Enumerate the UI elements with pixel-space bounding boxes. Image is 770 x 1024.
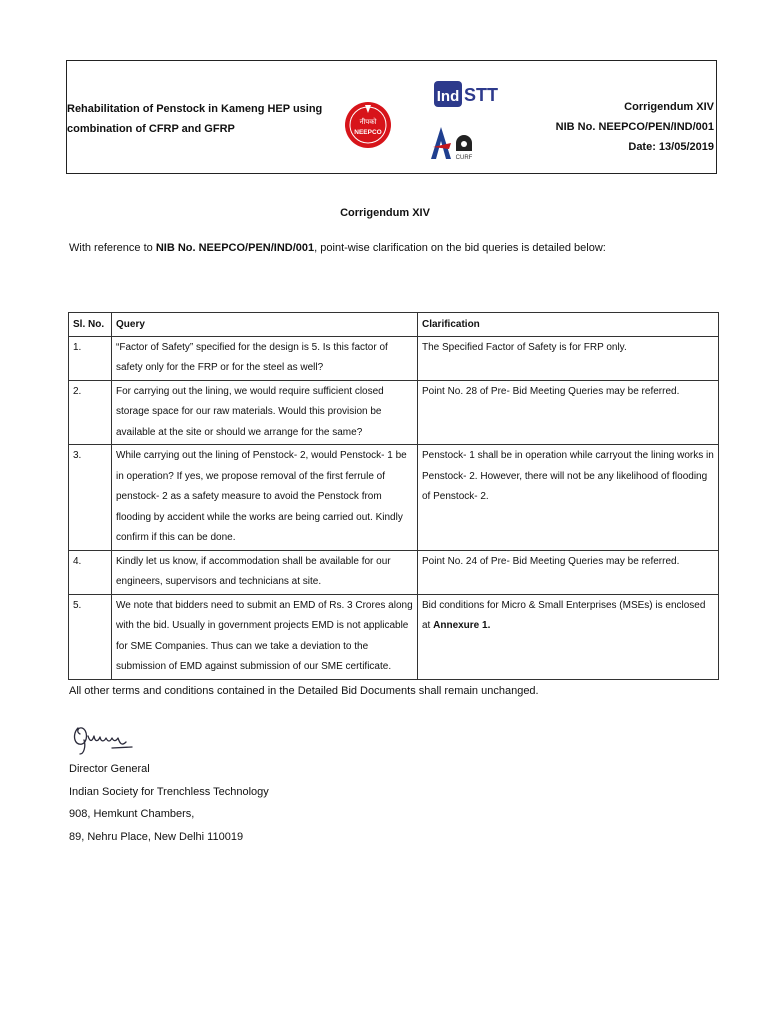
intro-prefix: With reference to (69, 242, 156, 254)
annexure-reference: Annexure 1. (433, 620, 491, 631)
table-row (69, 445, 719, 551)
table-header-row (69, 313, 719, 337)
neepco-hindi-text: नीपको (359, 118, 377, 126)
row-query: Kindly let us know, if accommodation shall be available for our engineers, supervisors and technicians at site. (112, 550, 418, 594)
signatory-block (69, 758, 269, 848)
row-query: “Factor of Safety” specified for the design is 5. Is this factor of safety only for the FRP or for the steel as well? (112, 336, 418, 380)
signature-image (70, 720, 140, 756)
table-row (69, 336, 719, 380)
project-title: Rehabilitation of Penstock in Kameng HEP using combination of CFRP and GFRP (67, 103, 323, 135)
indstt-ind-text: Ind (436, 88, 460, 105)
intro-suffix: , point-wise clarification on the bid queries is detailed below: (314, 242, 606, 254)
header-reference (514, 97, 714, 157)
row-sl-no: 4. (69, 550, 112, 594)
row-sl-no: 5. (69, 594, 112, 679)
signatory-address-line1: 908, Hemkunt Chambers, (69, 808, 195, 820)
letterhead (66, 60, 717, 174)
header-sl-no: Sl. No. (69, 313, 112, 337)
row-clarification: Point No. 24 of Pre- Bid Meeting Queries may be referred. (418, 550, 719, 594)
row-sl-no: 3. (69, 445, 112, 551)
indstt-logo (434, 79, 510, 109)
header-clarification: Clarification (418, 313, 719, 337)
row-query: While carrying out the lining of Penstock- 2, would Penstock- 1 be in operation? If yes, we propose removal of the first ferrule of penstock- 2 as a safety measure to avoid the Penstock from flooding by accident while the works are being carried out. Kindly confirm if this can be done. (112, 445, 418, 551)
header-corrigendum: Corrigendum XIV (624, 101, 714, 113)
neepco-text: NEEPCO (354, 129, 382, 136)
row-clarification: Point No. 28 of Pre- Bid Meeting Queries may be referred. (418, 380, 719, 445)
signatory-org: Indian Society for Trenchless Technology (69, 785, 269, 798)
closing-statement: All other terms and conditions contained in the Detailed Bid Documents shall remain unchanged. (69, 685, 539, 697)
intro-paragraph (69, 242, 606, 254)
table-row (69, 594, 719, 679)
document-title: Corrigendum XIV (340, 207, 430, 219)
row-clarification-text: Bid conditions for Micro & Small Enterprises (MSEs) is enclosed at (422, 599, 706, 631)
curf-text: CURF (455, 155, 473, 161)
row-query: For carrying out the lining, we would require sufficient closed storage space for our raw materials. Would this provision be available at the site or should we arrange for the same? (112, 380, 418, 445)
row-clarification: Penstock- 1 shall be in operation while carryout the lining works in Penstock- 2. However, there will not be any likelihood of flooding of Penstock- 2. (418, 445, 719, 551)
row-sl-no: 1. (69, 336, 112, 380)
intro-nib: NIB No. NEEPCO/PEN/IND/001 (155, 242, 315, 254)
signatory-title: Director General (69, 763, 150, 775)
row-clarification (418, 594, 719, 679)
curf-logo (429, 121, 479, 161)
header-date: Date: 13/05/2019 (628, 141, 714, 153)
header-nib: NIB No. NEEPCO/PEN/IND/001 (555, 121, 714, 133)
table-row (69, 380, 719, 445)
queries-table (68, 312, 719, 680)
signatory-address-line2: 89, Nehru Place, New Delhi 110019 (69, 830, 244, 843)
neepco-logo (343, 91, 393, 159)
table-row (69, 550, 719, 594)
header-query: Query (112, 313, 418, 337)
row-clarification: The Specified Factor of Safety is for FRP only. (418, 336, 719, 380)
row-query: We note that bidders need to submit an EMD of Rs. 3 Crores along with the bid. Usually in government projects EMD is not applicable for SME Companies. Thus can we take a deviation to the submission of EMD against submission of our SME certificate. (112, 594, 418, 679)
indstt-stt-text: STT (464, 85, 498, 105)
row-sl-no: 2. (69, 380, 112, 445)
